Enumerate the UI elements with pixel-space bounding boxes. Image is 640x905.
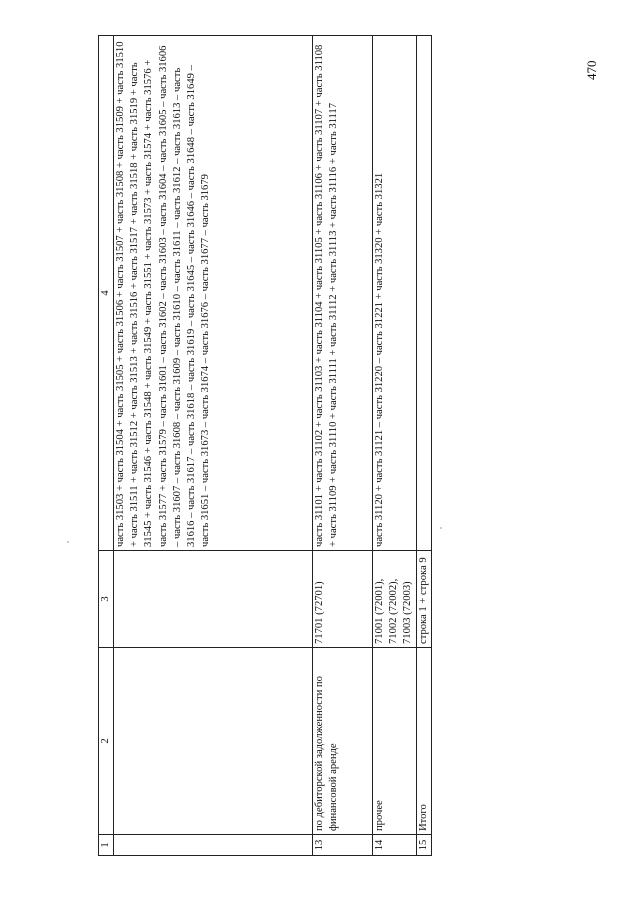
table-row (313, 36, 373, 856)
row-number: 15 (416, 835, 431, 856)
row-codes: 71001 (72001), 71002 (72002), 71003 (72003) (373, 551, 417, 648)
formula-text: часть 31503 + часть 31504 + часть 31505 + часть 31506 + часть 31507 + часть 31508 + часть 31509 + часть 31510 + часть 31511 + часть 31512 + часть 31513 + часть 31516 + часть 31517 + часть 31518 + часть 31519 + часть 31545 + часть 31546 + часть 31548 + часть 31549 + часть 31551 + часть 31573 + часть 31574 + часть 31576 + часть 31577 + часть 31579 – часть 31601 – часть 31602 – часть 31603 – часть 31604 – часть 31605 – часть 31606 – часть 31607 – часть 31608 – часть 31609 – часть 31610 – часть 31611 – часть 31612 – часть 31613 – часть 31616 – часть 31617 – часть 31618 – часть 31619 – часть 31645 – часть 31646 – часть 31648 – часть 31649 – часть 31651 – часть 31673 – часть 31674 – часть 31676 – часть 31677 – часть 31679 (115, 41, 212, 547)
row-name: прочее (373, 648, 417, 835)
table-header-row (99, 36, 114, 856)
row-name (114, 648, 313, 835)
header-col-3: 3 (99, 551, 114, 648)
header-col-2: 2 (99, 648, 114, 835)
formula-text: часть 31120 + часть 31121 – часть 31220 – часть 31221 + часть 31320 + часть 31321 (374, 172, 385, 547)
page-number: 470 (584, 60, 599, 80)
row-formula (313, 36, 373, 551)
table-row (416, 36, 431, 856)
scan-speck (440, 527, 442, 529)
scan-speck (67, 541, 69, 543)
row-codes: 71701 (72701) (313, 551, 373, 648)
accounts-table (98, 35, 432, 856)
header-col-1: 1 (99, 835, 114, 856)
header-col-4: 4 (99, 36, 114, 551)
row-number (114, 835, 313, 856)
row-codes (114, 551, 313, 648)
row-name: по дебиторской задолженности по финансовой аренде (313, 648, 373, 835)
formula-text: часть 31101 + часть 31102 + часть 31103 + часть 31104 + часть 31105 + часть 31106 + часть 31107 + часть 31108 + часть 31109 + часть 31110 + часть 31111 + часть 31112 + часть 31113 + часть 31116 + часть 31117 (314, 44, 340, 547)
row-number: 13 (313, 835, 373, 856)
row-formula (373, 36, 417, 551)
table-row (373, 36, 417, 856)
row-formula (416, 36, 431, 551)
rotated-table (98, 41, 429, 856)
table-row (114, 36, 313, 856)
row-name: Итого (416, 648, 431, 835)
row-formula (114, 36, 313, 551)
row-codes: строка 1 + строка 9 (416, 551, 431, 648)
row-number: 14 (373, 835, 417, 856)
